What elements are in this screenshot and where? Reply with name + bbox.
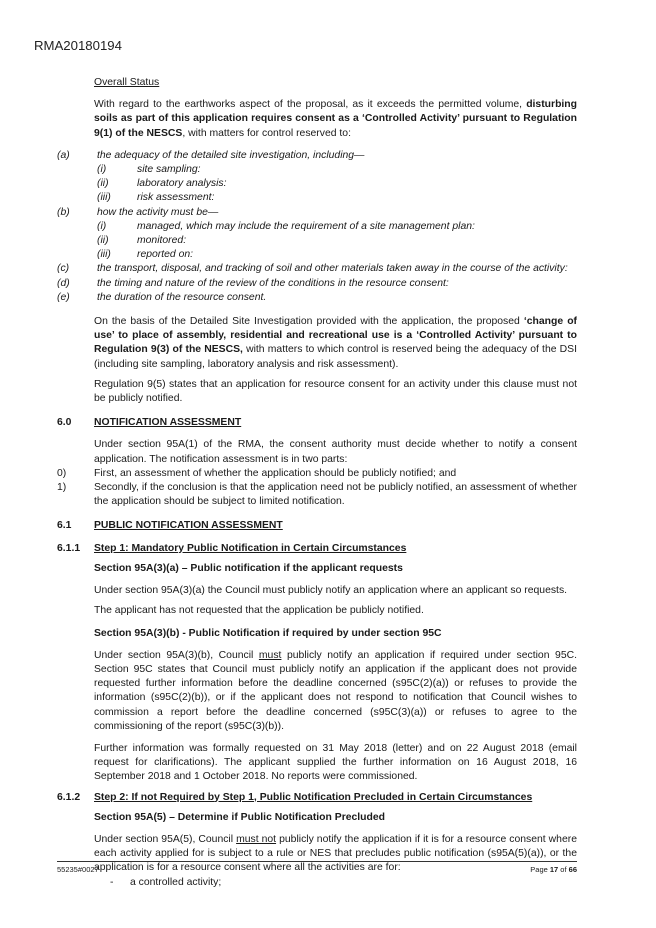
footer-divider (57, 861, 577, 862)
overall-status-paragraph-3: Regulation 9(5) states that an application for resource consent for an activity under this clause must not be publicly notified. (94, 378, 577, 405)
section-6-1-2-body (94, 811, 577, 890)
footer-document-id: 55235#0027 (57, 865, 99, 874)
overall-status-paragraph-1: With regard to the earthworks aspect of the proposal, as it exceeds the permitted volume, disturbing soils as part of this application requires consent as a ‘Controlled Activity’ pursuant to Regulation 9(1) of the NESCS, with matters for control reserved to: (94, 99, 577, 139)
section-6-1-1-body (94, 562, 577, 785)
paragraph: Under section 95A(3)(b), Council must publicly notify an application if required under section 95C. Section 95C states that Council must publicly notify an application if the applicant does not provide requested further information before the deadline concerned (s95C(2)(a)) or refuses to provide the information (s95C(2)(b)), or if the applicant does not respond to notification that Council wishes to commission a report before the deadline concerned (s95C(3)(a)) or refuses to agree to the commissioning of the report (s95C(3)(b)). (94, 649, 577, 732)
section-6-0-heading: 6.0 NOTIFICATION ASSESSMENT (57, 417, 242, 429)
section-6-1-heading: 6.1 PUBLIC NOTIFICATION ASSESSMENT (57, 520, 283, 532)
matters-for-control-list (57, 149, 577, 305)
overall-status-section (94, 76, 577, 141)
list-item: 1) Secondly, if the conclusion is that the application need not be publicly notified, an assessment of whether the application should be subject to limited notification. (57, 482, 577, 508)
list-item-a: (a) the adequacy of the detailed site investigation, including— (57, 149, 365, 161)
overall-status-paragraph-2: On the basis of the Detailed Site Investigation provided with the application, the proposed ‘change of use’ to place of assembly, residential and recreational use is a ‘Controlled Activity’ pursuant to Regulation 9(3) of the NESCS, with matters to which control is reserved being the adequacy of the DSI (including site sampling, laboratory analysis and risk assessment). (94, 316, 577, 370)
overall-status-title: Overall Status (94, 77, 160, 88)
paragraph: Under section 95A(3)(a) the Council must publicly notify an application where an applicant so requests. (94, 585, 568, 597)
sub-item: (iii) risk assessment: (97, 192, 215, 204)
sub-item: (i) managed, which may include the requirement of a site management plan: (97, 220, 475, 232)
subsection-title: Section 95A(3)(a) – Public notification if the applicant requests (94, 562, 403, 574)
overall-status-tail (94, 315, 577, 406)
list-item-b: (b) how the activity must be— (57, 206, 219, 218)
list-item: 0) First, an assessment of whether the application should be publicly notified; and (57, 467, 457, 479)
list-item-e: (e) the duration of the resource consent. (57, 291, 267, 303)
sub-item: (i) site sampling: (97, 164, 201, 176)
section-6-1-2-heading: 6.1.2 Step 2: If not Required by Step 1, Public Notification Precluded in Certain Circumstances (57, 791, 533, 803)
page-content (57, 76, 577, 890)
subsection-title: Section 95A(3)(b) - Public Notification if required by under section 95C (94, 627, 442, 639)
notification-parts-list (57, 467, 577, 510)
paragraph: Under section 95A(5), Council must not publicly notify the application if it is for a resource consent where each activity applied for is subject to a rule or NES that precludes public notification (s95A(5)(a)), or the application is for a resource consent where all the activities are for: (94, 833, 577, 874)
sub-item: (ii) laboratory analysis: (97, 178, 227, 190)
paragraph: The applicant has not requested that the application be publicly notified. (94, 605, 424, 617)
section-6-0-intro: Under section 95A(1) of the RMA, the consent authority must decide whether to notify a consent application. The notification assessment is in two parts: (94, 439, 577, 465)
list-item-d: (d) the timing and nature of the review of the conditions in the resource consent: (57, 277, 449, 289)
footer-page-number: Page 17 of 66 (530, 865, 577, 874)
sub-item: (ii) monitored: (97, 235, 187, 247)
list-item-c: (c) the transport, disposal, and tracking of soil and other materials taken away in the course of the activity: (57, 263, 568, 275)
subsection-title: Section 95A(5) – Determine if Public Notification Precluded (94, 811, 385, 823)
section-6-1-1-heading: 6.1.1 Step 1: Mandatory Public Notification in Certain Circumstances (57, 542, 407, 554)
paragraph: Further information was formally requested on 31 May 2018 (letter) and on 22 August 2018 (email request for clarifications). The applicant supplied the further information on 16 August 2018, 16 September 2018 and 1 October 2018. No reports were commissioned. (94, 742, 577, 783)
sub-item: (iii) reported on: (97, 249, 194, 261)
document-reference: RMA20180194 (34, 38, 122, 53)
list-item: - a controlled activity; (110, 876, 222, 888)
section-6-0-body (94, 438, 577, 466)
